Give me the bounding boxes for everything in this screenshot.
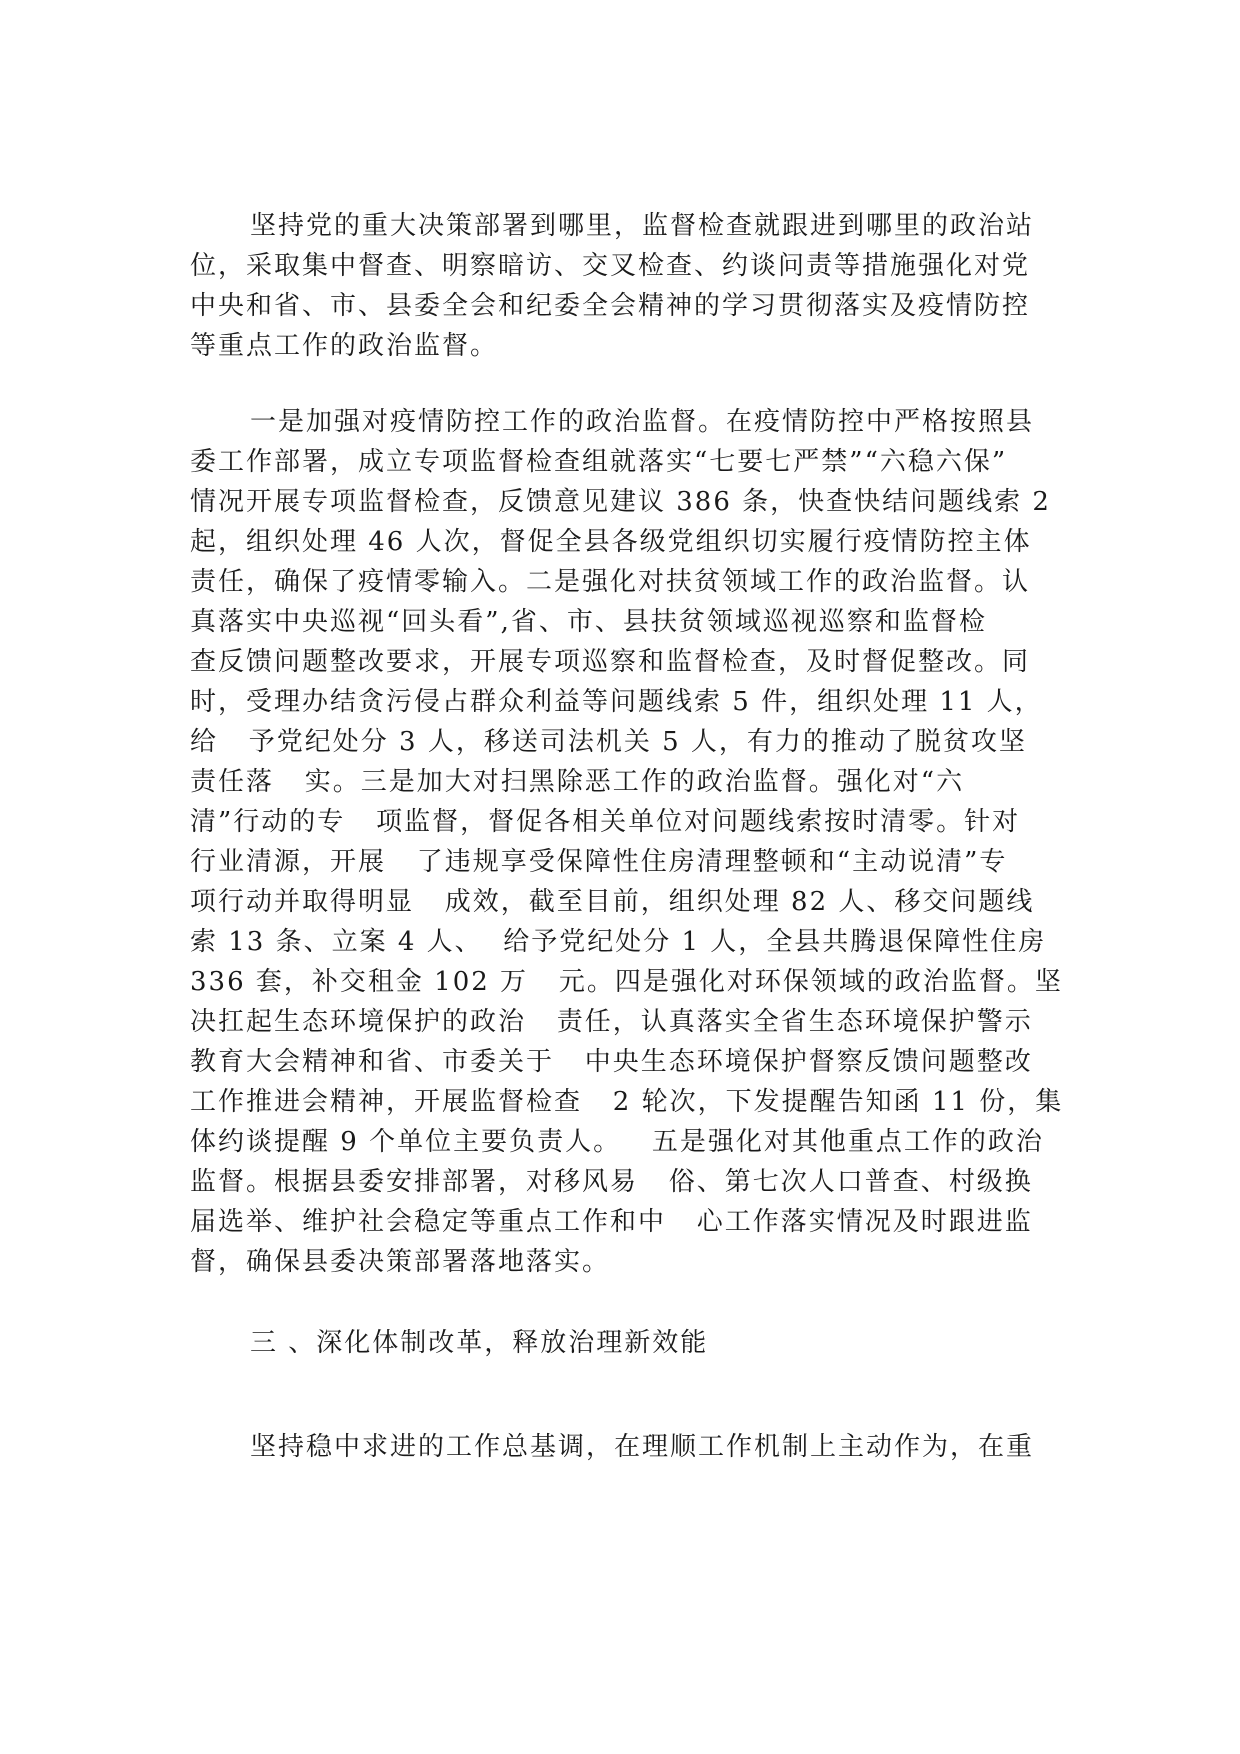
paragraph-line: 给 予党纪处分 3 人，移送司法机关 5 人，有力的推动了脱贫攻坚 xyxy=(190,727,1027,757)
paragraph-line: 届选举、维护社会稳定等重点工作和中 心工作落实情况及时跟进监 xyxy=(190,1207,1033,1237)
paragraph-line: 坚持稳中求进的工作总基调，在理顺工作机制上主动作为，在重 xyxy=(250,1432,1035,1462)
paragraph-line: 等重点工作的政治监督。 xyxy=(190,331,499,361)
paragraph-line: 委工作部署，成立专项监督检查组就落实“七要七严禁”“六稳六保” xyxy=(190,447,1008,477)
paragraph-line: 责任，确保了疫情零输入。二是强化对扶贫领域工作的政治监督。认 xyxy=(190,567,1031,597)
paragraph-line: 时，受理办结贪污侵占群众利益等问题线索 5 件，组织处理 11 人， xyxy=(190,687,1043,717)
paragraph-line: 查反馈问题整改要求，开展专项巡察和监督检查，及时督促整改。同 xyxy=(190,647,1031,677)
paragraph-line: 位，采取集中督查、明察暗访、交叉检查、约谈问责等措施强化对党 xyxy=(190,251,1031,281)
paragraph-line: 索 13 条、立案 4 人、 给予党纪处分 1 人，全县共腾退保障性住房 xyxy=(190,927,1047,957)
paragraph-line: 起，组织处理 46 人次，督促全县各级党组织切实履行疫情防控主体 xyxy=(190,527,1032,557)
paragraph-key-areas xyxy=(190,402,1064,1282)
paragraph-line: 监督。根据县委安排部署，对移风易 俗、第七次人口普查、村级换 xyxy=(190,1167,1033,1197)
paragraph-line: 清”行动的专 项监督，督促各相关单位对问题线索按时清零。针对 xyxy=(190,807,1021,837)
paragraph-line: 体约谈提醒 9 个单位主要负责人。 五是强化对其他重点工作的政治 xyxy=(190,1127,1044,1157)
paragraph-line: 决扛起生态环境保护的政治 责任，认真落实全省生态环境保护警示 xyxy=(190,1007,1033,1037)
paragraph-line: 情况开展专项监督检查，反馈意见建议 386 条，快查快结问题线索 2 xyxy=(190,487,1051,517)
paragraph-line: 教育大会精神和省、市委关于 中央生态环境保护督察反馈问题整改 xyxy=(190,1047,1033,1077)
paragraph-line: 行业清源，开展 了违规享受保障性住房清理整顿和“主动说清”专 xyxy=(190,847,1008,877)
paragraph-line: 一是加强对疫情防控工作的政治监督。在疫情防控中严格按照县 xyxy=(250,407,1035,437)
paragraph-line: 336 套，补交租金 102 万 元。四是强化对环保领域的政治监督。坚 xyxy=(190,967,1063,997)
paragraph-line: 项行动并取得明显 成效，截至目前，组织处理 82 人、移交问题线 xyxy=(190,887,1035,917)
paragraph-line: 工作推进会精神，开展监督检查 2 轮次，下发提醒告知函 11 份，集 xyxy=(190,1087,1064,1117)
paragraph-line: 责任落 实。三是加大对扫黑除恶工作的政治监督。强化对“六 xyxy=(190,767,965,797)
paragraph-line: 中央和省、市、县委全会和纪委全会精神的学习贯彻落实及疫情防控 xyxy=(190,291,1031,321)
section-heading-text: 三 、深化体制改革，释放治理新效能 xyxy=(250,1328,709,1358)
paragraph-political-supervision xyxy=(190,206,1058,366)
section-heading xyxy=(190,1323,1058,1363)
paragraph-line: 坚持党的重大决策部署到哪里，监督检查就跟进到哪里的政治站 xyxy=(250,211,1035,241)
paragraph-reform xyxy=(190,1427,1058,1467)
paragraph-line: 真落实中央巡视“回头看”,省、市、县扶贫领域巡视巡察和监督检 xyxy=(190,607,987,637)
paragraph-line: 督，确保县委决策部署落地落实。 xyxy=(190,1247,611,1277)
